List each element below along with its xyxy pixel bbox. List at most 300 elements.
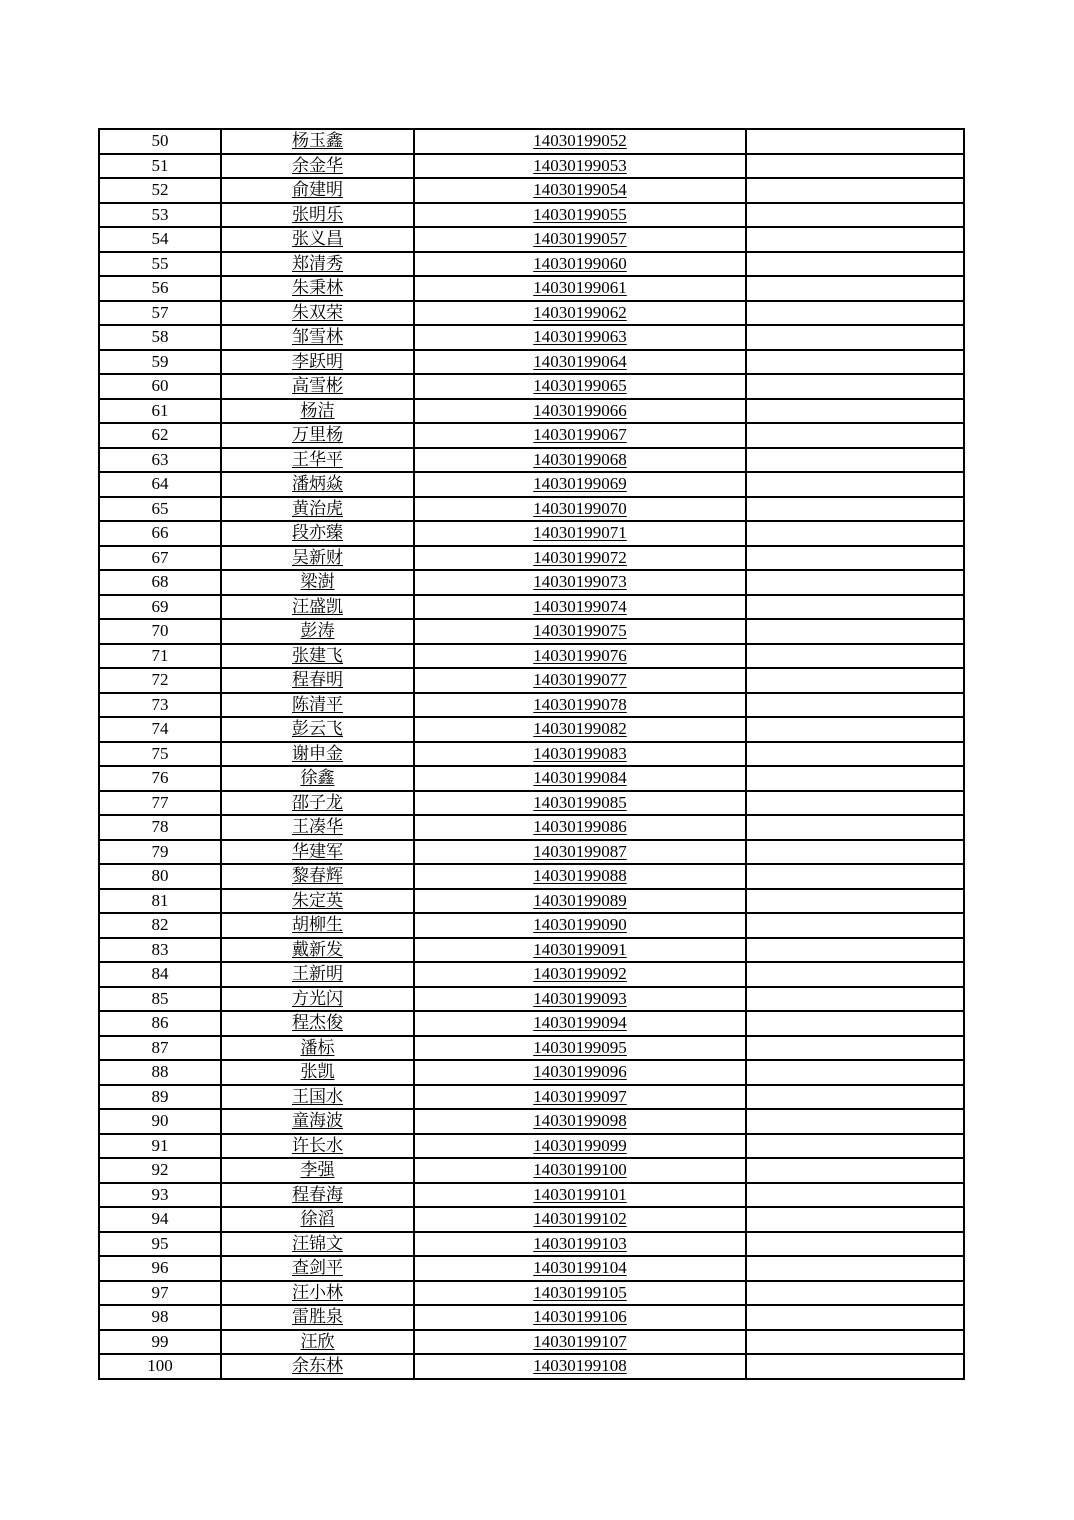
name-cell-text: 雷胜泉 [292, 1307, 343, 1326]
id-number-cell [414, 766, 746, 791]
blank-cell [746, 987, 964, 1012]
name-cell-text: 徐滔 [300, 1209, 335, 1228]
id-number-cell-text: 14030199098 [533, 1111, 627, 1130]
id-number-cell [414, 938, 746, 963]
blank-cell [746, 1036, 964, 1061]
table-row [99, 644, 964, 669]
name-cell [221, 693, 414, 718]
blank-cell [746, 889, 964, 914]
name-cell [221, 595, 414, 620]
table-row [99, 521, 964, 546]
table-row [99, 129, 964, 154]
id-number-cell [414, 1354, 746, 1379]
table-row [99, 1158, 964, 1183]
row-number-cell: 84 [99, 962, 221, 987]
blank-cell [746, 227, 964, 252]
id-number-cell [414, 521, 746, 546]
table-row [99, 154, 964, 179]
name-cell [221, 1281, 414, 1306]
table-row [99, 742, 964, 767]
id-number-cell-text: 14030199055 [533, 204, 627, 224]
blank-cell [746, 546, 964, 571]
blank-cell [746, 1330, 964, 1355]
blank-cell [746, 276, 964, 301]
name-cell-text: 余金华 [292, 155, 343, 175]
name-cell-text: 李跃明 [292, 351, 343, 371]
name-cell-text: 许长水 [292, 1135, 343, 1155]
id-number-cell-text: 14030199097 [533, 1086, 627, 1106]
id-number-cell-text: 14030199101 [533, 1184, 627, 1204]
blank-cell [746, 325, 964, 350]
row-number-cell: 66 [99, 521, 221, 546]
table-row [99, 178, 964, 203]
blank-cell [746, 668, 964, 693]
name-cell [221, 742, 414, 767]
row-number-cell: 92 [99, 1158, 221, 1183]
id-number-cell [414, 1158, 746, 1183]
id-number-cell-text: 14030199102 [533, 1209, 627, 1228]
name-cell-text: 汪锦文 [292, 1233, 343, 1253]
name-cell [221, 889, 414, 914]
row-number-cell: 95 [99, 1232, 221, 1257]
id-number-cell-text: 14030199083 [533, 743, 627, 763]
id-number-cell-text: 14030199092 [533, 964, 627, 983]
blank-cell [746, 644, 964, 669]
blank-cell [746, 1354, 964, 1379]
id-number-cell-text: 14030199076 [533, 645, 627, 665]
id-number-cell [414, 1085, 746, 1110]
table-row [99, 840, 964, 865]
name-cell-text: 查剑平 [292, 1258, 343, 1277]
id-number-cell [414, 374, 746, 399]
id-number-cell-text: 14030199073 [533, 572, 627, 591]
blank-cell [746, 154, 964, 179]
name-cell-text: 方光闪 [292, 988, 343, 1008]
name-cell-text: 谢申金 [292, 743, 343, 763]
id-number-cell [414, 1256, 746, 1281]
id-number-cell-text: 14030199064 [533, 351, 627, 371]
id-number-cell-text: 14030199053 [533, 155, 627, 175]
name-cell-text: 汪小林 [292, 1282, 343, 1302]
blank-cell [746, 521, 964, 546]
id-number-cell [414, 619, 746, 644]
id-number-cell [414, 1109, 746, 1134]
name-cell-text: 彭云飞 [292, 719, 343, 738]
id-number-cell [414, 913, 746, 938]
id-number-cell [414, 227, 746, 252]
id-number-cell-text: 14030199062 [533, 302, 627, 322]
name-cell-text: 陈清平 [292, 694, 343, 714]
id-number-cell [414, 325, 746, 350]
name-cell-text: 郑清秀 [292, 253, 343, 273]
table-row [99, 766, 964, 791]
table-row [99, 1305, 964, 1330]
name-cell-text: 华建军 [292, 841, 343, 861]
id-number-cell-text: 14030199061 [533, 278, 627, 297]
row-number-cell: 85 [99, 987, 221, 1012]
blank-cell [746, 913, 964, 938]
id-number-cell-text: 14030199104 [533, 1258, 627, 1277]
row-number-cell: 51 [99, 154, 221, 179]
name-cell-text: 黎春辉 [292, 866, 343, 885]
blank-cell [746, 399, 964, 424]
name-cell-text: 梁澍 [300, 572, 335, 591]
name-cell-text: 邵子龙 [292, 792, 343, 812]
id-number-cell-text: 14030199052 [533, 131, 627, 150]
name-cell [221, 203, 414, 228]
table-row [99, 252, 964, 277]
blank-cell [746, 350, 964, 375]
id-number-cell-text: 14030199093 [533, 988, 627, 1008]
row-number-cell: 72 [99, 668, 221, 693]
id-number-cell [414, 717, 746, 742]
blank-cell [746, 129, 964, 154]
id-number-cell-text: 14030199096 [533, 1062, 627, 1081]
blank-cell [746, 791, 964, 816]
row-number-cell: 74 [99, 717, 221, 742]
blank-cell [746, 962, 964, 987]
blank-cell [746, 252, 964, 277]
name-cell [221, 399, 414, 424]
name-cell [221, 1109, 414, 1134]
blank-cell [746, 1232, 964, 1257]
name-cell-text: 汪盛凯 [292, 596, 343, 616]
id-number-cell [414, 203, 746, 228]
blank-cell [746, 1281, 964, 1306]
row-number-cell: 87 [99, 1036, 221, 1061]
table-row [99, 1207, 964, 1232]
id-number-cell-text: 14030199090 [533, 915, 627, 934]
id-number-cell [414, 1305, 746, 1330]
id-number-cell-text: 14030199077 [533, 670, 627, 689]
table-row [99, 938, 964, 963]
id-number-cell [414, 1281, 746, 1306]
name-cell [221, 1060, 414, 1085]
name-cell [221, 913, 414, 938]
row-number-cell: 67 [99, 546, 221, 571]
name-cell-text: 王新明 [292, 964, 343, 983]
row-number-cell: 61 [99, 399, 221, 424]
row-number-cell: 63 [99, 448, 221, 473]
id-number-cell [414, 644, 746, 669]
table-row [99, 962, 964, 987]
table-row [99, 546, 964, 571]
id-number-cell-text: 14030199065 [533, 376, 627, 395]
blank-cell [746, 301, 964, 326]
table-row [99, 1134, 964, 1159]
id-number-cell [414, 693, 746, 718]
name-cell [221, 1207, 414, 1232]
id-number-cell [414, 1134, 746, 1159]
name-cell-text: 俞建明 [292, 180, 343, 199]
name-cell-text: 戴新发 [292, 939, 343, 959]
blank-cell [746, 1207, 964, 1232]
table-row [99, 423, 964, 448]
blank-cell [746, 1109, 964, 1134]
blank-cell [746, 570, 964, 595]
blank-cell [746, 1085, 964, 1110]
name-cell-text: 潘标 [300, 1037, 335, 1057]
table-row [99, 1232, 964, 1257]
blank-cell [746, 742, 964, 767]
name-cell-text: 黄治虎 [292, 498, 343, 518]
table-row [99, 448, 964, 473]
table-row [99, 864, 964, 889]
table-row [99, 374, 964, 399]
table-row [99, 472, 964, 497]
row-number-cell: 100 [99, 1354, 221, 1379]
row-number-cell: 79 [99, 840, 221, 865]
row-number-cell: 58 [99, 325, 221, 350]
table-row [99, 325, 964, 350]
blank-cell [746, 717, 964, 742]
name-cell [221, 276, 414, 301]
name-cell [221, 962, 414, 987]
row-number-cell: 76 [99, 766, 221, 791]
id-number-cell-text: 14030199068 [533, 449, 627, 469]
row-number-cell: 80 [99, 864, 221, 889]
id-number-cell-text: 14030199067 [533, 425, 627, 444]
table-row [99, 717, 964, 742]
blank-cell [746, 1183, 964, 1208]
blank-cell [746, 1134, 964, 1159]
id-number-cell-text: 14030199099 [533, 1135, 627, 1155]
id-number-cell [414, 399, 746, 424]
row-number-cell: 89 [99, 1085, 221, 1110]
id-number-cell-text: 14030199063 [533, 327, 627, 346]
id-number-cell [414, 791, 746, 816]
name-cell [221, 546, 414, 571]
id-number-cell-text: 14030199107 [533, 1331, 627, 1351]
name-cell [221, 252, 414, 277]
name-cell-text: 余东林 [292, 1356, 343, 1375]
blank-cell [746, 178, 964, 203]
name-cell [221, 644, 414, 669]
table-row [99, 1330, 964, 1355]
id-number-cell [414, 1036, 746, 1061]
name-cell-text: 万里杨 [292, 425, 343, 444]
blank-cell [746, 1060, 964, 1085]
name-cell-text: 潘炳焱 [292, 474, 343, 493]
id-number-cell [414, 1183, 746, 1208]
name-cell [221, 1330, 414, 1355]
name-cell [221, 1011, 414, 1036]
table-row [99, 791, 964, 816]
name-cell [221, 1183, 414, 1208]
name-cell-text: 杨玉鑫 [292, 131, 343, 150]
name-cell [221, 987, 414, 1012]
roster-table-body [99, 129, 964, 1379]
blank-cell [746, 815, 964, 840]
id-number-cell-text: 14030199078 [533, 694, 627, 714]
id-number-cell [414, 987, 746, 1012]
name-cell-text: 王华平 [292, 449, 343, 469]
id-number-cell-text: 14030199108 [533, 1356, 627, 1375]
row-number-cell: 81 [99, 889, 221, 914]
table-row [99, 1109, 964, 1134]
name-cell-text: 王国水 [292, 1086, 343, 1106]
name-cell [221, 227, 414, 252]
row-number-cell: 91 [99, 1134, 221, 1159]
name-cell [221, 423, 414, 448]
row-number-cell: 98 [99, 1305, 221, 1330]
id-number-cell-text: 14030199075 [533, 621, 627, 640]
blank-cell [746, 497, 964, 522]
name-cell [221, 374, 414, 399]
row-number-cell: 86 [99, 1011, 221, 1036]
id-number-cell [414, 129, 746, 154]
blank-cell [746, 938, 964, 963]
name-cell [221, 1305, 414, 1330]
name-cell [221, 472, 414, 497]
row-number-cell: 82 [99, 913, 221, 938]
name-cell-text: 徐鑫 [300, 768, 335, 787]
name-cell [221, 766, 414, 791]
id-number-cell [414, 472, 746, 497]
row-number-cell: 62 [99, 423, 221, 448]
table-row [99, 301, 964, 326]
name-cell-text: 邹雪林 [292, 327, 343, 346]
id-number-cell [414, 546, 746, 571]
name-cell [221, 1232, 414, 1257]
name-cell [221, 448, 414, 473]
table-row [99, 399, 964, 424]
name-cell [221, 717, 414, 742]
name-cell [221, 154, 414, 179]
row-number-cell: 96 [99, 1256, 221, 1281]
row-number-cell: 64 [99, 472, 221, 497]
id-number-cell-text: 14030199057 [533, 229, 627, 248]
table-row [99, 1183, 964, 1208]
name-cell-text: 朱秉林 [292, 278, 343, 297]
id-number-cell-text: 14030199066 [533, 400, 627, 420]
blank-cell [746, 1011, 964, 1036]
id-number-cell [414, 154, 746, 179]
name-cell [221, 1256, 414, 1281]
name-cell-text: 段亦臻 [292, 523, 343, 542]
id-number-cell [414, 1207, 746, 1232]
id-number-cell [414, 889, 746, 914]
id-number-cell [414, 301, 746, 326]
row-number-cell: 75 [99, 742, 221, 767]
name-cell-text: 吴新财 [292, 547, 343, 567]
name-cell-text: 汪欣 [300, 1331, 335, 1351]
name-cell-text: 朱双荣 [292, 302, 343, 322]
blank-cell [746, 423, 964, 448]
name-cell [221, 570, 414, 595]
id-number-cell [414, 276, 746, 301]
id-number-cell [414, 962, 746, 987]
name-cell [221, 1085, 414, 1110]
blank-cell [746, 374, 964, 399]
name-cell [221, 325, 414, 350]
id-number-cell [414, 448, 746, 473]
name-cell [221, 1158, 414, 1183]
name-cell [221, 1134, 414, 1159]
name-cell [221, 864, 414, 889]
name-cell-text: 张凯 [300, 1062, 335, 1081]
id-number-cell [414, 864, 746, 889]
id-number-cell [414, 350, 746, 375]
row-number-cell: 99 [99, 1330, 221, 1355]
row-number-cell: 70 [99, 619, 221, 644]
table-row [99, 203, 964, 228]
table-row [99, 595, 964, 620]
blank-cell [746, 203, 964, 228]
name-cell-text: 胡柳生 [292, 915, 343, 934]
id-number-cell [414, 668, 746, 693]
table-row [99, 1281, 964, 1306]
row-number-cell: 69 [99, 595, 221, 620]
name-cell-text: 高雪彬 [292, 376, 343, 395]
table-row [99, 227, 964, 252]
blank-cell [746, 840, 964, 865]
name-cell-text: 张义昌 [292, 229, 343, 248]
id-number-cell [414, 742, 746, 767]
table-row [99, 1060, 964, 1085]
table-row [99, 987, 964, 1012]
id-number-cell-text: 14030199082 [533, 719, 627, 738]
id-number-cell-text: 14030199084 [533, 768, 627, 787]
id-number-cell-text: 14030199086 [533, 817, 627, 836]
table-row [99, 497, 964, 522]
id-number-cell-text: 14030199095 [533, 1037, 627, 1057]
id-number-cell [414, 1232, 746, 1257]
id-number-cell-text: 14030199100 [533, 1160, 627, 1179]
row-number-cell: 90 [99, 1109, 221, 1134]
id-number-cell-text: 14030199054 [533, 180, 627, 199]
id-number-cell [414, 595, 746, 620]
id-number-cell-text: 14030199094 [533, 1013, 627, 1032]
row-number-cell: 71 [99, 644, 221, 669]
id-number-cell-text: 14030199070 [533, 498, 627, 518]
id-number-cell [414, 1011, 746, 1036]
name-cell [221, 619, 414, 644]
id-number-cell-text: 14030199106 [533, 1307, 627, 1326]
table-row [99, 668, 964, 693]
name-cell-text: 杨洁 [300, 400, 335, 420]
row-number-cell: 68 [99, 570, 221, 595]
blank-cell [746, 693, 964, 718]
id-number-cell-text: 14030199071 [533, 523, 627, 542]
name-cell [221, 350, 414, 375]
row-number-cell: 94 [99, 1207, 221, 1232]
id-number-cell-text: 14030199105 [533, 1282, 627, 1302]
row-number-cell: 78 [99, 815, 221, 840]
table-row [99, 276, 964, 301]
name-cell-text: 张明乐 [292, 204, 343, 224]
table-row [99, 815, 964, 840]
name-cell-text: 童海波 [292, 1111, 343, 1130]
id-number-cell-text: 14030199091 [533, 939, 627, 959]
name-cell [221, 178, 414, 203]
blank-cell [746, 864, 964, 889]
row-number-cell: 50 [99, 129, 221, 154]
row-number-cell: 97 [99, 1281, 221, 1306]
id-number-cell-text: 14030199088 [533, 866, 627, 885]
name-cell [221, 815, 414, 840]
id-number-cell-text: 14030199085 [533, 792, 627, 812]
name-cell-text: 程春明 [292, 670, 343, 689]
row-number-cell: 52 [99, 178, 221, 203]
name-cell-text: 王凑华 [292, 817, 343, 836]
name-cell [221, 938, 414, 963]
id-number-cell [414, 252, 746, 277]
blank-cell [746, 766, 964, 791]
id-number-cell-text: 14030199087 [533, 841, 627, 861]
table-row [99, 1354, 964, 1379]
blank-cell [746, 595, 964, 620]
